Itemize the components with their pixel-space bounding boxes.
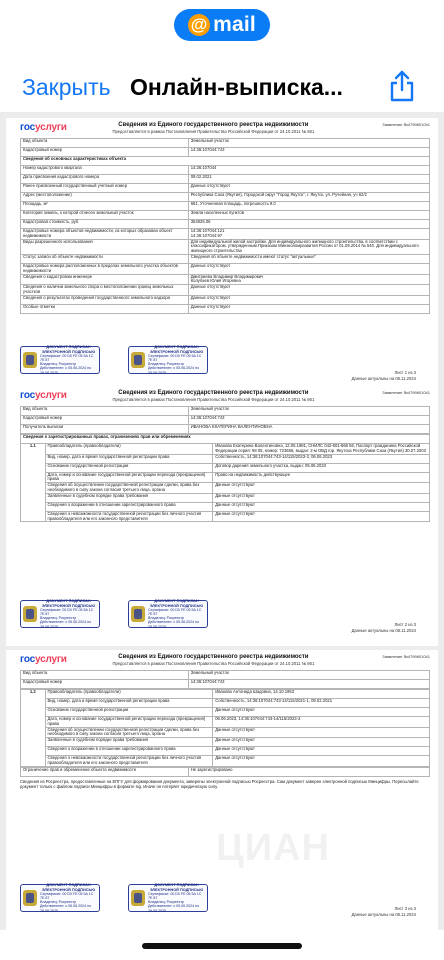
page-header [20, 654, 430, 670]
gosuslugi-logo: госуслуги [20, 390, 67, 401]
signature-stamps [20, 346, 208, 374]
table-row: Кадастровый номер 14:36:107044:743 [21, 416, 430, 425]
table-row: Вид, номер, дата и время государственной регистрации права Собственность, 14:36:107044:743-14/115/2021-1, 09.02.2021 [21, 699, 430, 708]
table-row: Номер кадастрового квартала 14:36:107044 [21, 166, 430, 175]
table-row: Сведения о невозможности государственной регистрации без личного участия правообладателя или его законного представителя Данные отсутствуют [21, 511, 430, 522]
close-button[interactable]: Закрыть [22, 74, 111, 100]
pdf-viewer[interactable] [0, 112, 444, 930]
table-row: Кадастровые номера расположенных в пределах земельного участка объектов недвижимости Данные отсутствуют [21, 263, 430, 274]
object-table [20, 406, 430, 434]
table-row: Особые отметки Данные отсутствуют [21, 304, 430, 313]
sheet-number: Лист 3 из 3 [394, 906, 416, 911]
document-subtitle: Предоставляется в рамках Постановления Правительства Российской Федерации от 24.10.2011 № 861 [112, 397, 315, 402]
gosuslugi-logo: госуслуги [20, 654, 67, 665]
signature-stamp-rosreestr: ДОКУМЕНТ ПОДПИСАН ЭЛЕКТРОННОЙ ПОДПИСЬЮ Сертификат: 00 D0 FE 05 5A 1C 7E 87 Владелец: Росреестр Действителен: с 05.06.2024 по 29.08.2025 [20, 884, 100, 912]
table-row: Кадастровый номер 14:36:107044:743 [21, 148, 430, 157]
page-footer [352, 370, 416, 382]
table-row: Кадастровая стоимость, руб 354825.06 [21, 220, 430, 229]
signature-stamp-rosreestr: ДОКУМЕНТ ПОДПИСАН ЭЛЕКТРОННОЙ ПОДПИСЬЮ Сертификат: 00 D0 FE 05 5A 1C 7E 87 Владелец: Росреестр Действителен: с 05.06.2024 по 29.08.2025 [20, 346, 100, 374]
table-row: Ранее присвоенный государственный учетный номер Данные отсутствуют [21, 184, 430, 193]
table-row: Адрес (местоположение) Республика Саха (Якутия), Городской округ "Город Якутск", г. Якутск, ул. Ручейная, уч 62/2 [21, 193, 430, 202]
signature-stamp-mintsifry: ДОКУМЕНТ ПОДПИСАН ЭЛЕКТРОННОЙ ПОДПИСЬЮ Сертификат: 00 D0 FE 05 5A 1C 7E 87 Владелец: Росреестр Действителен: с 05.06.2024 по 29.08.2025 [128, 346, 208, 374]
section-heading-row: Сведения о зарегистрированных правах, ограничениях прав или обременениях [21, 435, 430, 444]
table-row: Вид объекта Земельный участок [21, 407, 430, 416]
table-row: Заявленные в судебном порядке права требования Данные отсутствуют [21, 493, 430, 502]
table-row: Сведения о возражении в отношении зарегистрированного права Данные отсутствуют [21, 502, 430, 511]
page-header [20, 122, 430, 138]
data-actual-date: Данные актуальны на 08.11.2024 [351, 376, 416, 381]
table-row: 1.1 Правообладатель (правообладатели) Иванова Екатерина Валентиновна, 12.05.1981, СНИЛС 042-601-866 56, Паспорт гражданина Российской Федерации серия: 98 05, номер: 723658, выдан: 2-м ОВД гор. Якутска Республики Саха (Якутия) 30.07.2003 [21, 444, 430, 455]
table-row: Вид, номер, дата и время государственной регистрации права Собственность, 14:36:107044:743-14/115/2023-3, 06.06.2023 [21, 454, 430, 463]
home-indicator[interactable] [142, 943, 302, 949]
top-bar [0, 0, 444, 48]
emblem-icon [131, 352, 145, 368]
pdf-page-3 [6, 650, 438, 930]
request-number: Заявление №4799801041 [382, 654, 430, 659]
page-footer [352, 906, 416, 918]
document-subtitle: Предоставляется в рамках Постановления Правительства Российской Федерации от 24.10.2011 № 861 [112, 661, 315, 666]
document-title: Сведения из Единого государственного реестра недвижимости [118, 390, 309, 396]
mail-logo[interactable] [174, 9, 270, 41]
table-row: Основание государственной регистрации Договор дарения земельного участка, выдан: 05.06.2023 [21, 463, 430, 472]
table-row: Кадастровый номер 14:36:107044:743 [21, 680, 430, 689]
mail-at-icon: @ [188, 14, 210, 36]
table-row: Категория земель, к которой отнесен земельный участок Земли населенных пунктов [21, 211, 430, 220]
table-row: Дата, номер и основание государственной регистрации перехода (прекращения) права Право на недвижимость действующее [21, 472, 430, 483]
table-row: Площадь, м² 661, Уточненная площадь, погрешность 9.0 [21, 202, 430, 211]
sheet-number: Лист 2 из 3 [394, 622, 416, 627]
data-actual-date: Данные актуальны на 08.11.2024 [351, 628, 416, 633]
sheet-number: Лист 1 из 3 [394, 370, 416, 375]
emblem-icon [23, 606, 37, 622]
signature-stamp-mintsifry: ДОКУМЕНТ ПОДПИСАН ЭЛЕКТРОННОЙ ПОДПИСЬЮ Сертификат: 00 D0 FE 05 5A 1C 7E 87 Владелец: Росреестр Действителен: с 05.06.2024 по 29.08.2025 [128, 884, 208, 912]
request-number: Заявление №4799801041 [382, 122, 430, 127]
table-row: Вид объекта Земельный участок [21, 139, 430, 148]
table-row: Дата присвоения кадастрового номера 09.02.2021 [21, 175, 430, 184]
pdf-page-2 [6, 386, 438, 646]
object-table [20, 138, 430, 314]
table-row: Сведения об осуществлении государственной регистрации сделки, права без необходимого в силу закона согласия третьего лица, органа Данные отсутствуют [21, 727, 430, 738]
table-row: Кадастровые номера объектов недвижимости, из которых образован объект недвижимости 14:36:107044:121 14:36:107044:97 [21, 229, 430, 240]
table-row: Ограничение прав и обременение объекта недвижимости Не зарегистрировано [21, 767, 430, 776]
table-row: Основание государственной регистрации Данные отсутствуют [21, 708, 430, 717]
cian-watermark: ЦИАН [216, 827, 330, 869]
data-actual-date: Данные актуальны на 08.11.2024 [351, 912, 416, 917]
signature-stamp-rosreestr: ДОКУМЕНТ ПОДПИСАН ЭЛЕКТРОННОЙ ПОДПИСЬЮ Сертификат: 00 D0 FE 05 5A 1C 7E 87 Владелец: Росреестр Действителен: с 05.06.2024 по 29.08.2025 [20, 600, 100, 628]
signature-stamp-mintsifry: ДОКУМЕНТ ПОДПИСАН ЭЛЕКТРОННОЙ ПОДПИСЬЮ Сертификат: 00 D0 FE 05 5A 1C 7E 87 Владелец: Росреестр Действителен: с 05.06.2024 по 29.08.2025 [128, 600, 208, 628]
rights-table [20, 434, 430, 522]
page-header [20, 390, 430, 406]
pdf-page-1 [6, 118, 438, 390]
table-row: Сведения о кадастровом инженере Дмитриева Владимир Владимирович Колупаев Юлия Игоревна [21, 274, 430, 285]
share-icon[interactable] [388, 70, 416, 102]
object-table [20, 670, 430, 689]
document-title: Сведения из Единого государственного реестра недвижимости [118, 654, 309, 660]
gosuslugi-logo: госуслуги [20, 122, 67, 133]
emblem-icon [131, 890, 145, 906]
table-row: Вид объекта Земельный участок [21, 671, 430, 680]
document-subtitle: Предоставляется в рамках Постановления Правительства Российской Федерации от 24.10.2011 № 861 [112, 129, 315, 134]
page-footer [352, 622, 416, 634]
signature-stamps [20, 884, 208, 912]
table-row: Получатель выписки ИВАНОВА ЕКАТЕРИНА ВАЛЕНТИНОВНА [21, 425, 430, 434]
signature-note: Сведения из Росреестра, предоставленные на ЕПГУ для формирования документа, заверены электронной подписью Росреестра. Сам документ заверен электронной подписью Минцифры. Пересылайте документ только с файлом подписи Минцифры в формате sig. Иначе он потеряет юридическую силу. [20, 778, 419, 789]
document-title: Сведения из Единого государственного реестра недвижимости [118, 122, 309, 128]
page-title: Онлайн-выписка... [130, 74, 343, 100]
emblem-icon [131, 606, 145, 622]
rights-table [20, 689, 430, 767]
table-row: Сведения о результатах проведения государственного земельного надзора Данные отсутствуют [21, 295, 430, 304]
mail-logo-text: mail [213, 13, 256, 36]
emblem-icon [23, 890, 37, 906]
table-row: Сведения о возражении в отношении зарегистрированного права Данные отсутствуют [21, 747, 430, 756]
request-number: Заявление №4799801041 [382, 390, 430, 395]
restriction-table [20, 767, 430, 777]
signature-stamps [20, 600, 208, 628]
section-heading-row: Сведения об основных характеристиках объекта [21, 157, 430, 166]
table-row: Сведения о невозможности государственной регистрации без личного участия правообладателя или его законного представителя Данные отсутствуют [21, 756, 430, 767]
table-row: Сведения о наличии земельного спора о местоположении границ земельных участков Данные отсутствуют [21, 285, 430, 296]
table-row: Заявленные в судебном порядке права требования Данные отсутствуют [21, 738, 430, 747]
navigation-bar [0, 66, 444, 110]
emblem-icon [23, 352, 37, 368]
table-row: Виды разрешенного использования Для индивидуальной жилой застройки. Для индивидуального жилищного строительства, в соответствии с классификатором, утвержденным Приказом Минэкономразвития России от 01.09.2014 № 540. Для индивидуального жилищного строительства [21, 239, 430, 254]
table-row: Статус записи об объекте недвижимости Сведения об объекте недвижимости имеют статус "актуальные" [21, 254, 430, 263]
table-row: 1.2 Правообладатель (правообладатели) Иванова Антонида Шадовна, 14.10.1953 [21, 690, 430, 699]
table-row: Сведения об осуществлении государственной регистрации сделки, права без необходимого в силу закона согласия третьего лица, органа Данные отсутствуют [21, 483, 430, 494]
table-row: Дата, номер и основание государственной регистрации перехода (прекращения) права 06.06.2023, 14:36:107044:743-14/115/2023-2 [21, 717, 430, 728]
